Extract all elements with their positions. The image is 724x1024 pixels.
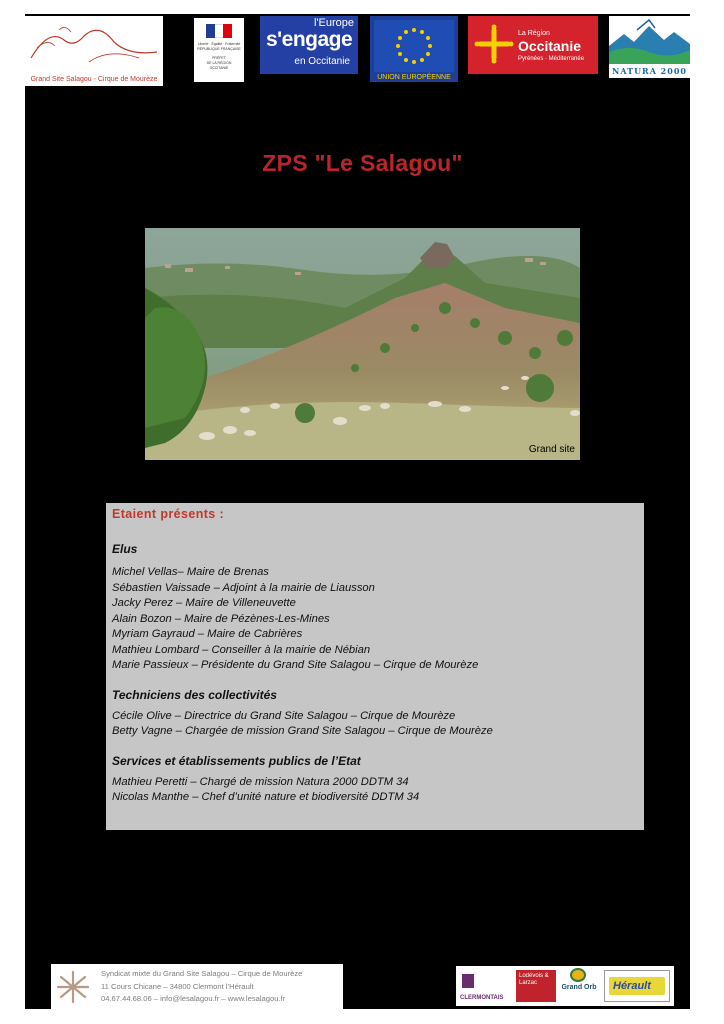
prefet-line-2: RÉPUBLIQUE FRANÇAISE bbox=[197, 47, 241, 51]
partner-grand-orb-logo bbox=[560, 968, 598, 1002]
europe-sengage-logo bbox=[260, 16, 358, 74]
footer-line-2: 11 Cours Chicane – 34800 Clermont l’Hérault bbox=[101, 981, 254, 991]
prefet-line-4: DE LA RÉGION bbox=[206, 61, 232, 65]
region-line-1: La Région bbox=[518, 30, 550, 37]
section-title-techniciens: Techniciens des collectivités bbox=[112, 687, 277, 702]
attendee-line: Myriam Gayraud – Maire de Cabrières bbox=[112, 628, 303, 640]
attendance-box bbox=[106, 503, 644, 830]
footer-address-text bbox=[101, 968, 302, 1006]
europe-main-text: s'engage bbox=[266, 28, 353, 51]
europe-top-text: l'Europe bbox=[313, 17, 354, 29]
french-flag-icon bbox=[206, 24, 232, 38]
footer-address-block bbox=[51, 964, 343, 1010]
footer-line-1: Syndicat mixte du Grand Site Salagou – Cirque de Mourèze bbox=[101, 969, 303, 978]
partner-lodevois-logo: Lodévois & Larzac bbox=[516, 970, 556, 1002]
region-line-2: Occitanie bbox=[518, 38, 582, 54]
natura-2000-logo bbox=[609, 16, 690, 78]
partner-clermontais-text: CLERMONTAIS bbox=[460, 995, 504, 1001]
prefet-line-3: PRÉFET bbox=[212, 56, 226, 60]
salagou-landscape-image bbox=[145, 228, 580, 460]
prefet-logo bbox=[194, 18, 244, 82]
attendee-line: Alain Bozon – Maire de Pézènes-Les-Mines bbox=[112, 612, 330, 625]
region-occitanie-logo bbox=[468, 16, 598, 74]
partner-clermontais-logo bbox=[460, 970, 512, 1002]
region-line-3: Pyrénées · Méditerranée bbox=[518, 56, 585, 62]
page-title: ZPS "Le Salagou" bbox=[262, 150, 463, 176]
section-services-etat-list bbox=[112, 775, 638, 806]
occitan-cross-icon bbox=[474, 24, 514, 64]
attendee-line: Marie Passieux – Présidente du Grand Site Salagou – Cirque de Mourèze bbox=[112, 659, 479, 671]
syndicat-flower-icon bbox=[55, 969, 91, 1005]
attendee-line: Mathieu Lombard – Conseiller à la mairie de Nébian bbox=[112, 643, 371, 656]
europe-bottom-text: en Occitanie bbox=[294, 56, 350, 67]
european-union-logo bbox=[370, 16, 458, 82]
eu-caption: UNION EUROPÉENNE bbox=[377, 74, 451, 81]
prefet-line-5: OCCITANIE bbox=[209, 66, 229, 70]
footer-line-3: 04.67.44.68.06 – info@lesalagou.fr – www.lesalagou.fr bbox=[101, 994, 286, 1003]
attendee-line: Betty Vagne – Chargée de mission Grand Site Salagou – Cirque de Mourèze bbox=[112, 725, 493, 737]
photo-caption: Grand site bbox=[528, 444, 575, 455]
attendance-heading: Etaient présents : bbox=[112, 507, 225, 521]
partner-grand-orb-text: Grand Orb bbox=[561, 984, 597, 991]
attendee-line: Jacky Perez – Maire de Villeneuvette bbox=[112, 597, 296, 609]
attendee-line: Michel Vellas– Maire de Brenas bbox=[112, 566, 269, 578]
natura-landscape-icon bbox=[609, 16, 690, 64]
attendee-line: Sébastien Vaissade – Adjoint à la mairie de Liausson bbox=[112, 581, 375, 594]
section-techniciens-list bbox=[112, 709, 638, 740]
prefet-line-1: Liberté · Égalité · Fraternité bbox=[197, 42, 241, 46]
section-title-elus: Elus bbox=[112, 542, 138, 556]
footer-partner-logos bbox=[456, 966, 674, 1006]
grand-site-logo bbox=[25, 16, 163, 86]
section-title-services-etat: Services et établissements publics de l’Etat bbox=[112, 753, 361, 768]
mountain-sketch-icon bbox=[29, 18, 159, 70]
partner-herault-text: Hérault bbox=[613, 980, 651, 992]
attendee-line: Nicolas Manthe – Chef d’unité nature et biodiversité DDTM 34 bbox=[112, 791, 420, 803]
natura-caption: NATURA 2000 bbox=[612, 66, 687, 76]
eu-flag-icon bbox=[374, 20, 454, 72]
attendee-line: Mathieu Peretti – Chargé de mission Natura 2000 DDTM 34 bbox=[112, 775, 409, 788]
partner-herault-logo bbox=[604, 970, 670, 1002]
landscape-photo bbox=[145, 228, 580, 460]
attendee-line: Cécile Olive – Directrice du Grand Site Salagou – Cirque de Mourèze bbox=[112, 709, 456, 722]
section-elus-list bbox=[112, 565, 638, 674]
grand-site-logo-caption: Grand Site Salagou - Cirque de Mourèze bbox=[30, 76, 158, 83]
